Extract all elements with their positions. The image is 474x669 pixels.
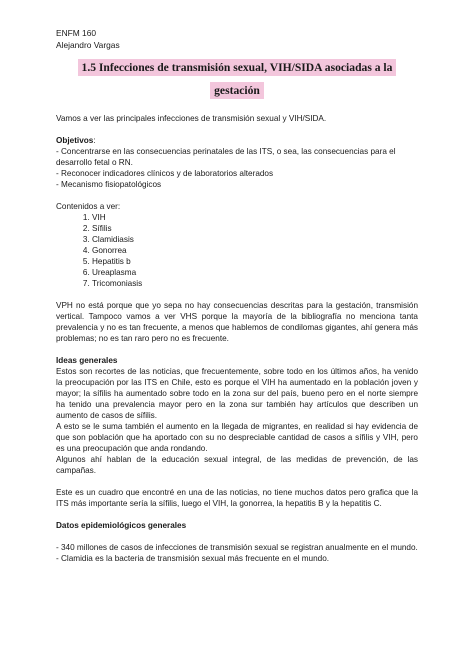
epidemiology-heading: Datos epidemiológicos generales	[56, 521, 187, 530]
document-body	[56, 113, 418, 564]
list-item: 5. Hepatitis b	[92, 256, 418, 267]
list-item: 7. Tricomoniasis	[92, 278, 418, 289]
author-name: Alejandro Vargas	[56, 39, 120, 50]
epidemiology-item: - Clamidia es la bacteria de transmisión sexual más frecuente en el mundo.	[56, 554, 330, 563]
ideas-paragraph: A esto se le suma también el aumento en la llegada de migrantes, en realidad si hay evidencia de que son población que ha aportado con su no despreciable cantidad de casos a sífilis y VIH, pero es una preocupación que anda rondando.	[56, 422, 418, 453]
list-item: 1. VIH	[92, 212, 418, 223]
list-item: 2. Sífilis	[92, 223, 418, 234]
ideas-paragraph: Algunos ahí hablan de la educación sexual integral, de las medidas de prevención, de las campañas.	[56, 455, 418, 475]
list-item: 4. Gonorrea	[92, 245, 418, 256]
document-header	[56, 28, 120, 51]
vph-paragraph: VPH no está porque que yo sepa no hay consecuencias descritas para la gestación, transmisión vertical. Tampoco vamos a ver VHS porque la mayoría de la bibliografía no menciona tanta prevalencia y no es tan frecuente, a menos que hablemos de condilomas gigantes, ahí genera más problemas; no es tan raro pero no es frecuente.	[56, 301, 418, 343]
contents-list	[56, 212, 418, 289]
ideas-heading: Ideas generales	[56, 356, 118, 365]
objectives-heading-colon: :	[93, 136, 96, 145]
objective-item: - Mecanismo fisiopatológicos	[56, 180, 162, 189]
ideas-paragraph: Estos son recortes de las noticias, que frecuentemente, sobre todo en los últimos años, ha venido la preocupación por las ITS en Chile, esto es porque el VIH ha aumentado en la población joven y mayor; la sífilis ha aumentado sobre todo en la zona sur del país, bueno pero en el norte siempre ha tenido una prevalencia mayor pero en la zona sur también hay artículos que describen un aumento de casos de sífilis.	[56, 367, 418, 420]
list-item: 3. Clamidiasis	[92, 234, 418, 245]
contents-heading: Contenidos a ver:	[56, 202, 121, 211]
document-title: 1.5 Infecciones de transmisión sexual, VIH/SIDA asociadas a la gestación	[78, 59, 397, 99]
objectives-heading-line	[56, 135, 418, 146]
objectives-heading: Objetivos	[56, 136, 94, 145]
intro-paragraph: Vamos a ver las principales infecciones de transmisión sexual y VIH/SIDA.	[56, 114, 327, 123]
title-block	[56, 56, 418, 102]
objective-item: - Reconocer indicadores clínicos y de laboratorios alterados	[56, 169, 274, 178]
course-code: ENFM 160	[56, 28, 97, 38]
objective-item: - Concentrarse en las consecuencias perinatales de las ITS, o sea, las consecuencias para el desarrollo fetal o RN.	[56, 147, 396, 167]
list-item: 6. Ureaplasma	[92, 267, 418, 278]
epidemiology-item: - 340 millones de casos de infecciones de transmisión sexual se registran anualmente en el mundo.	[56, 543, 418, 552]
chart-paragraph: Este es un cuadro que encontré en una de las noticias, no tiene muchos datos pero grafica que la ITS más importante sería la sífilis, luego el VIH, la gonorrea, la hepatitis B y la hepatitis C.	[56, 488, 418, 508]
